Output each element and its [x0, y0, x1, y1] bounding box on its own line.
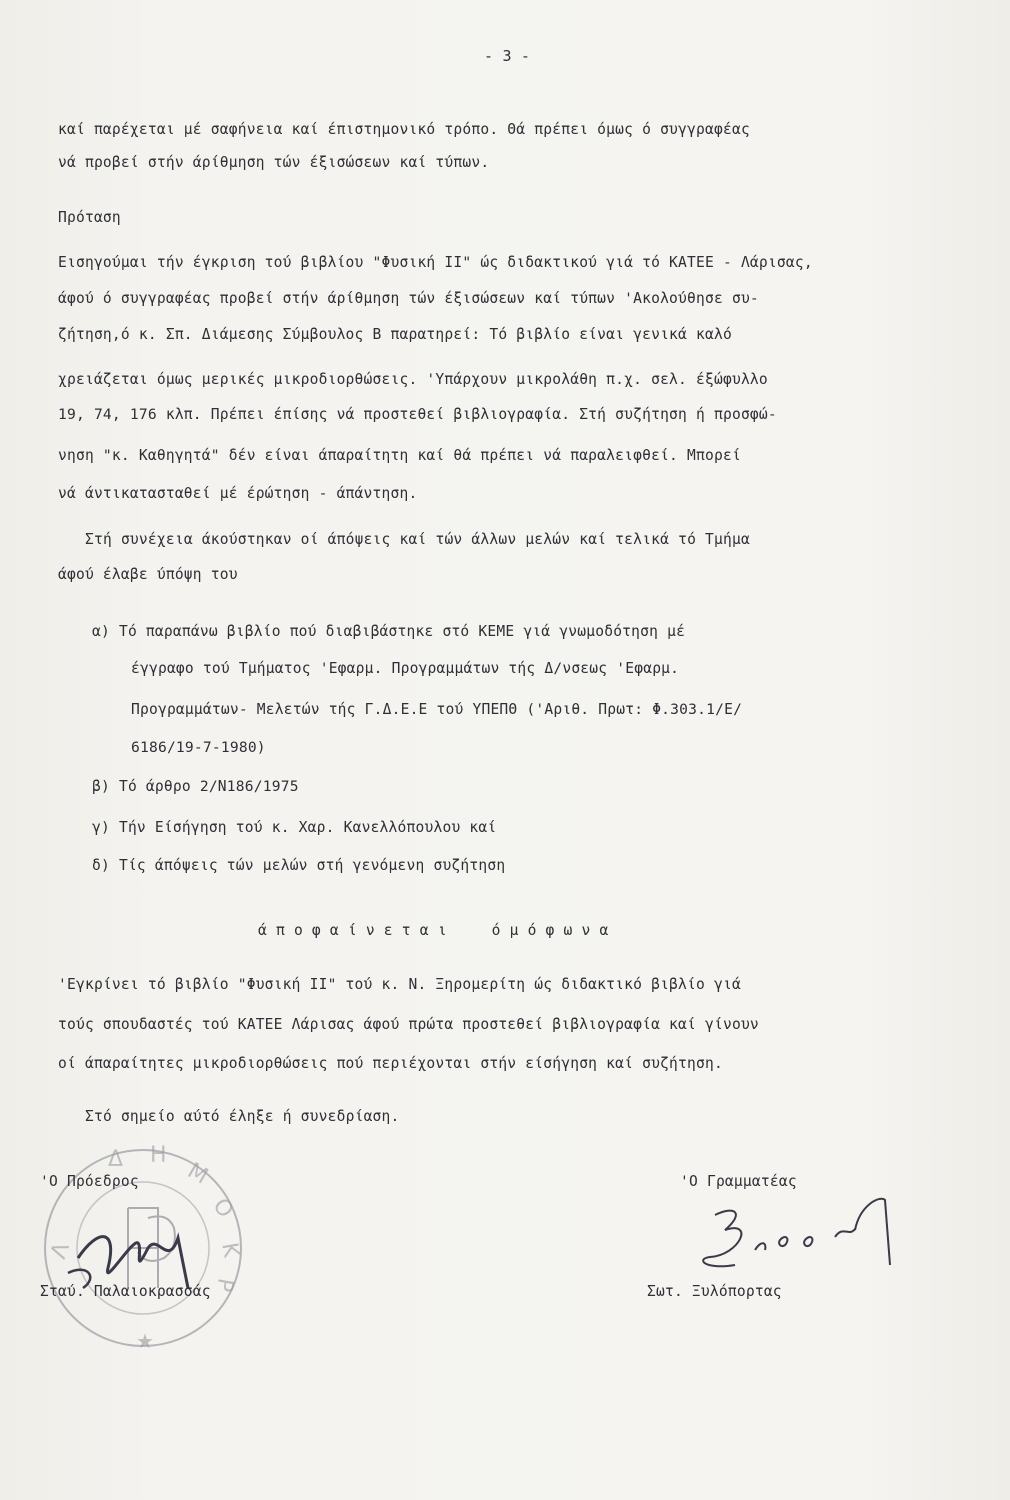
- text-line-24: Στό σημείο αύτό έληξε ή συνεδρίαση.: [85, 1108, 400, 1125]
- text-line-23: οί άπαραίτητες μικροδιορθώσεις πού περιέχονται στήν είσήγηση καί συζήτηση.: [58, 1055, 723, 1072]
- text-line-7: χρειάζεται όμως μερικές μικροδιορθώσεις. 'Υπάρχουν μικρολάθη π.χ. σελ. έξώφυλλο: [58, 371, 768, 388]
- text-line-10: νά άντικατασταθεί μέ έρώτηση - άπάντηση.: [58, 485, 418, 502]
- svg-text:Ρ: Ρ: [210, 1276, 238, 1294]
- section-heading-proposal: Πρόταση: [58, 209, 121, 226]
- list-item-a: α) Τό παραπάνω βιβλίο πού διαβιβάστηκε στό ΚΕΜΕ γιά γνωμοδότηση μέ: [92, 623, 686, 640]
- secretary-name: Σωτ. Ξυλόπορτας: [647, 1283, 782, 1300]
- svg-text:★: ★: [136, 1329, 154, 1353]
- svg-text:Δ: Δ: [108, 1147, 124, 1172]
- text-line-6: ζήτηση,ό κ. Σπ. Διάμεσης Σύμβουλος Β παρατηρεί: Τό βιβλίο είναι γενικά καλό: [58, 326, 732, 343]
- text-line-4: Εισηγούμαι τήν έγκριση τού βιβλίου "Φυσική ΙΙ" ώς διδακτικού γιά τό ΚΑΤΕΕ - Λάρισας,: [58, 254, 813, 271]
- text-line-2: νά προβεί στήν άρίθμηση τών έξισώσεων καί τύπων.: [58, 154, 490, 171]
- text-line-22: τούς σπουδαστές τού ΚΑΤΕΕ Λάρισας άφού πρώτα προστεθεί βιβλιογραφία καί γίνουν: [58, 1016, 759, 1033]
- list-item-b: β) Τό άρθρο 2/Ν186/1975: [92, 778, 299, 795]
- svg-text:Η: Η: [150, 1143, 167, 1168]
- svg-text:Λ: Λ: [46, 1239, 75, 1263]
- text-line-5: άφού ό συγγραφέας προβεί στήν άρίθμηση τών έξισώσεων καί τύπων 'Ακολούθησε συ-: [58, 290, 759, 307]
- svg-text:Κ: Κ: [216, 1240, 244, 1260]
- page-number: - 3 -: [484, 47, 531, 65]
- list-item-a-cont-2: Προγραμμάτων- Μελετών τής Γ.Δ.Ε.Ε τού ΥΠΕΠΘ ('Αριθ. Πρωτ: Φ.303.1/Ε/: [131, 701, 743, 718]
- text-line-11: Στή συνέχεια άκούστηκαν οί άπόψεις καί τών άλλων μελών καί τελικά τό Τμήμα: [85, 531, 750, 548]
- svg-text:Ο: Ο: [207, 1194, 238, 1223]
- list-item-a-cont-3: 6186/19-7-1980): [131, 739, 266, 756]
- list-item-c: γ) Τήν Είσήγηση τού κ. Χαρ. Κανελλόπουλου καί: [92, 819, 497, 836]
- official-seal-stamp: [38, 1138, 248, 1358]
- text-line-1: καί παρέχεται μέ σαφήνεια καί έπιστημονικό τρόπο. Θά πρέπει όμως ό συγγραφέας: [58, 121, 750, 138]
- svg-text:Μ: Μ: [183, 1158, 213, 1190]
- list-item-a-cont-1: έγγραφο τού Τμήματος 'Εφαρμ. Προγραμμάτων τής Δ/νσεως 'Εφαρμ.: [131, 660, 680, 677]
- list-item-d: δ) Τίς άπόψεις τών μελών στή γενόμενη συζήτηση: [92, 857, 506, 874]
- secretary-signature: [685, 1195, 905, 1275]
- text-line-12: άφού έλαβε ύπόψη του: [58, 566, 238, 583]
- text-line-9: νηση "κ. Καθηγητά" δέν είναι άπαραίτητη καί θά πρέπει νά παραλειφθεί. Μπορεί: [58, 447, 741, 464]
- text-line-8: 19, 74, 176 κλπ. Πρέπει έπίσης νά προστεθεί βιβλιογραφία. Στή συζήτηση ή προσφώ-: [58, 406, 777, 423]
- chairman-title: 'Ο Πρόεδρος: [40, 1173, 139, 1190]
- decision-heading: ά π ο φ α ί ν ε τ α ι ό μ ό φ ω ν α: [258, 922, 609, 939]
- secretary-title: 'Ο Γραμματέας: [680, 1173, 797, 1190]
- chairman-name: Σταύ. Παλαιοκρασσάς: [40, 1283, 211, 1300]
- text-line-21: 'Εγκρίνει τό βιβλίο "Φυσική ΙΙ" τού κ. Ν. Ξηρομερίτη ώς διδακτικό βιβλίο γιά: [58, 976, 741, 993]
